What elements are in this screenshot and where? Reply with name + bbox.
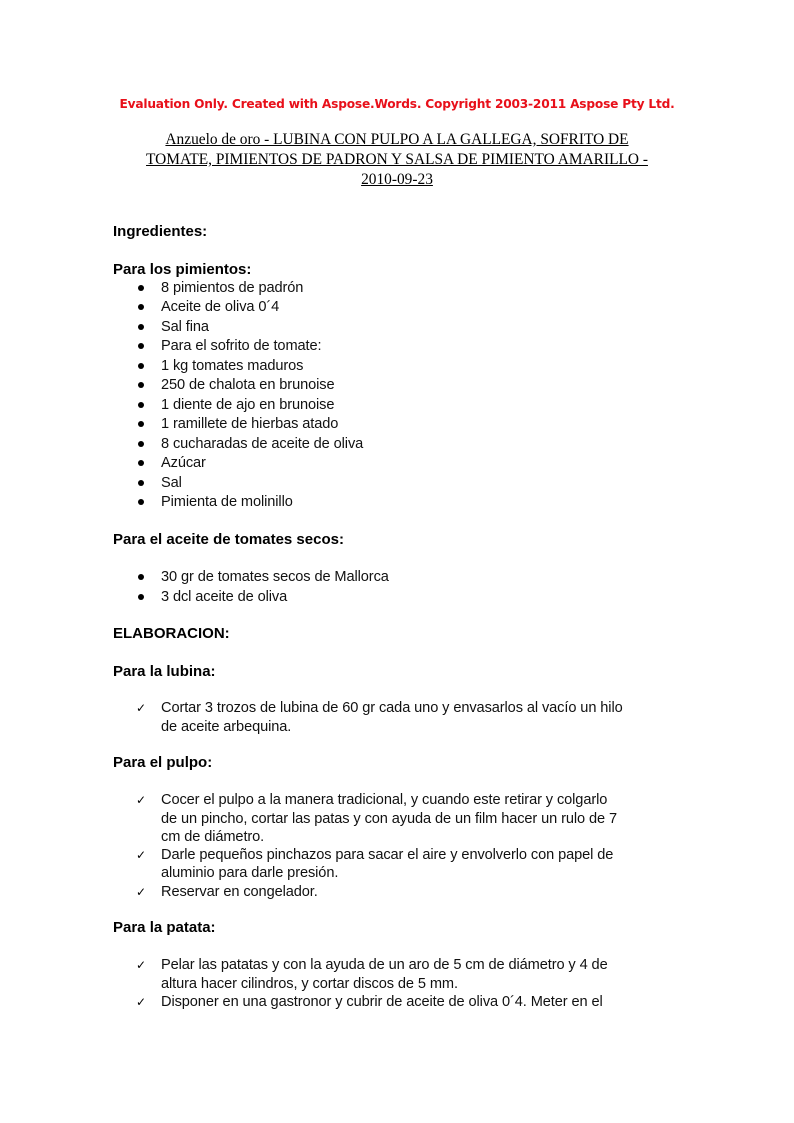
bullet-icon [138,363,144,369]
list-item: Azúcar [161,455,206,471]
ingredientes-heading: Ingredientes: [113,223,208,240]
list-item: 250 de chalota en brunoise [161,377,335,393]
list-item: Para el sofrito de tomate: [161,338,322,354]
step-line: altura hacer cilindros, y cortar discos de 5 mm. [161,976,458,992]
step-line: Reservar en congelador. [161,884,318,900]
checkmark-icon: ✓ [136,995,147,1009]
bullet-icon [138,594,144,600]
lubina-heading: Para la lubina: [113,663,216,680]
list-item: 8 pimientos de padrón [161,280,304,296]
list-item: 30 gr de tomates secos de Mallorca [161,569,389,585]
step-line: aluminio para darle presión. [161,865,339,881]
pulpo-heading: Para el pulpo: [113,754,213,771]
bullet-icon [138,480,144,486]
checkmark-icon: ✓ [136,793,147,807]
bullet-icon [138,460,144,466]
step-line: Cocer el pulpo a la manera tradicional, y cuando este retirar y colgarlo [161,792,608,808]
list-item: Sal fina [161,319,209,335]
list-item: Aceite de oliva 0´4 [161,299,280,315]
list-item: Pimienta de molinillo [161,494,293,510]
title-line-3 [0,171,794,189]
step-line: Darle pequeños pinchazos para sacar el aire y envolverlo con papel de [161,847,614,863]
aceite-heading: Para el aceite de tomates secos: [113,531,344,548]
checkmark-icon: ✓ [136,848,147,862]
list-item: 1 kg tomates maduros [161,358,304,374]
title-line-1 [0,131,794,149]
list-item: 1 diente de ajo en brunoise [161,397,335,413]
title-text-3: 2010-09-23 [361,171,433,188]
watermark-text: Evaluation Only. Created with Aspose.Words. Copyright 2003-2011 Aspose Pty Ltd. [119,97,675,111]
title-line-2 [0,151,794,169]
bullet-icon [138,574,144,580]
checkmark-icon: ✓ [136,701,147,715]
bullet-icon [138,324,144,330]
title-text-2: TOMATE, PIMIENTOS DE PADRON Y SALSA DE PIMIENTO AMARILLO - [146,151,648,168]
checkmark-icon: ✓ [136,885,147,899]
step-line: de aceite arbequina. [161,719,292,735]
step-line: Pelar las patatas y con la ayuda de un aro de 5 cm de diámetro y 4 de [161,957,608,973]
bullet-icon [138,441,144,447]
bullet-icon [138,402,144,408]
elaboracion-heading: ELABORACION: [113,625,230,642]
list-item: 3 dcl aceite de oliva [161,589,288,605]
bullet-icon [138,304,144,310]
step-line: cm de diámetro. [161,829,265,845]
step-line: Cortar 3 trozos de lubina de 60 gr cada uno y envasarlos al vacío un hilo [161,700,623,716]
pimientos-heading: Para los pimientos: [113,261,252,278]
bullet-icon [138,421,144,427]
bullet-icon [138,499,144,505]
bullet-icon [138,382,144,388]
bullet-icon [138,285,144,291]
list-item: Sal [161,475,182,491]
bullet-icon [138,343,144,349]
checkmark-icon: ✓ [136,958,147,972]
list-item: 1 ramillete de hierbas atado [161,416,339,432]
patata-heading: Para la patata: [113,919,216,936]
title-text-1: Anzuelo de oro - LUBINA CON PULPO A LA GALLEGA, SOFRITO DE [165,131,629,148]
step-line: de un pincho, cortar las patas y con ayuda de un film hacer un rulo de 7 [161,811,618,827]
list-item: 8 cucharadas de aceite de oliva [161,436,364,452]
step-line: Disponer en una gastronor y cubrir de aceite de oliva 0´4. Meter en el [161,994,603,1010]
